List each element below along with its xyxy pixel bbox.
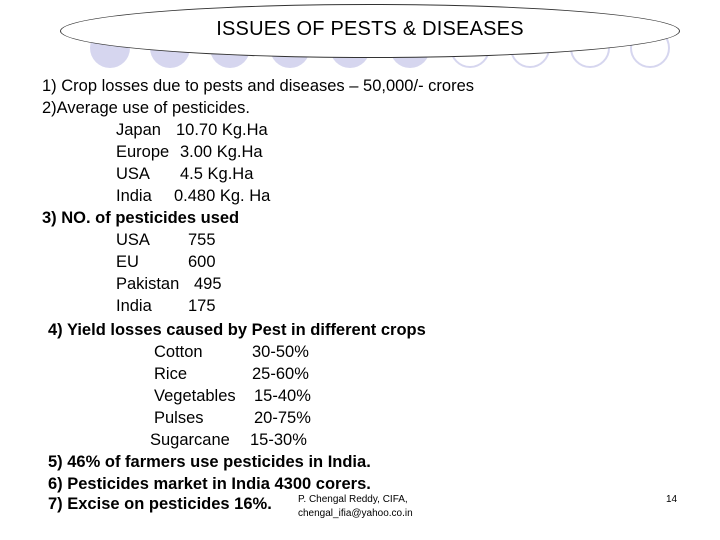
count-value: 175	[188, 297, 216, 315]
crop-label: Pulses	[154, 409, 204, 427]
list-item	[154, 386, 311, 406]
crop-label: Rice	[154, 365, 188, 383]
point-yield-losses: 4) Yield losses caused by Pest in different crops	[48, 321, 426, 339]
country-label: USA	[116, 165, 150, 183]
point-pesticides-market: 6) Pesticides market in India 4300 corers.	[48, 475, 371, 493]
usage-value: 10.70 Kg.Ha	[176, 121, 268, 139]
crop-label: Sugarcane	[150, 431, 230, 449]
usage-value: 0.480 Kg. Ha	[174, 187, 271, 205]
count-value: 600	[188, 253, 216, 271]
usage-value: 4.5 Kg.Ha	[180, 165, 254, 183]
list-item	[116, 296, 216, 316]
country-label: India	[116, 187, 152, 205]
list-item	[116, 142, 263, 162]
list-item	[116, 164, 254, 184]
list-item	[150, 430, 307, 450]
list-item	[116, 230, 216, 250]
loss-value: 20-75%	[254, 409, 311, 427]
count-value: 755	[188, 231, 216, 249]
loss-value: 25-60%	[252, 365, 309, 383]
country-label: Pakistan	[116, 275, 180, 293]
point-excise-on-pesticides: 7) Excise on pesticides 16%.	[48, 495, 272, 513]
footer-credit	[298, 493, 413, 521]
list-item	[154, 408, 311, 428]
country-label: India	[116, 297, 152, 315]
point-average-use: 2)Average use of pesticides.	[42, 99, 250, 117]
slide-title: ISSUES OF PESTS & DISEASES	[216, 18, 524, 40]
country-label: Europe	[116, 143, 170, 161]
point-farmers-using-pesticides: 5) 46% of farmers use pesticides in India.	[48, 453, 371, 471]
loss-value: 15-30%	[250, 431, 307, 449]
list-item	[116, 186, 271, 206]
list-item	[154, 364, 309, 384]
usage-value: 3.00 Kg.Ha	[180, 143, 263, 161]
point-crop-losses: 1) Crop losses due to pests and diseases – 50,000/- crores	[42, 77, 474, 95]
count-value: 495	[194, 275, 222, 293]
country-label: EU	[116, 253, 139, 271]
list-item	[116, 274, 222, 294]
page-number: 14	[666, 494, 678, 505]
crop-label: Cotton	[154, 343, 203, 361]
point-number-of-pesticides: 3) NO. of pesticides used	[42, 209, 240, 227]
list-item	[116, 120, 268, 140]
loss-value: 15-40%	[254, 387, 311, 405]
footer-email: chengal_ifia@yahoo.co.in	[298, 508, 413, 519]
crop-label: Vegetables	[154, 387, 236, 405]
country-label: Japan	[116, 121, 161, 139]
footer-author: P. Chengal Reddy, CIFA,	[298, 494, 408, 505]
list-item	[154, 342, 309, 362]
loss-value: 30-50%	[252, 343, 309, 361]
country-label: USA	[116, 231, 150, 249]
list-item	[116, 252, 216, 272]
